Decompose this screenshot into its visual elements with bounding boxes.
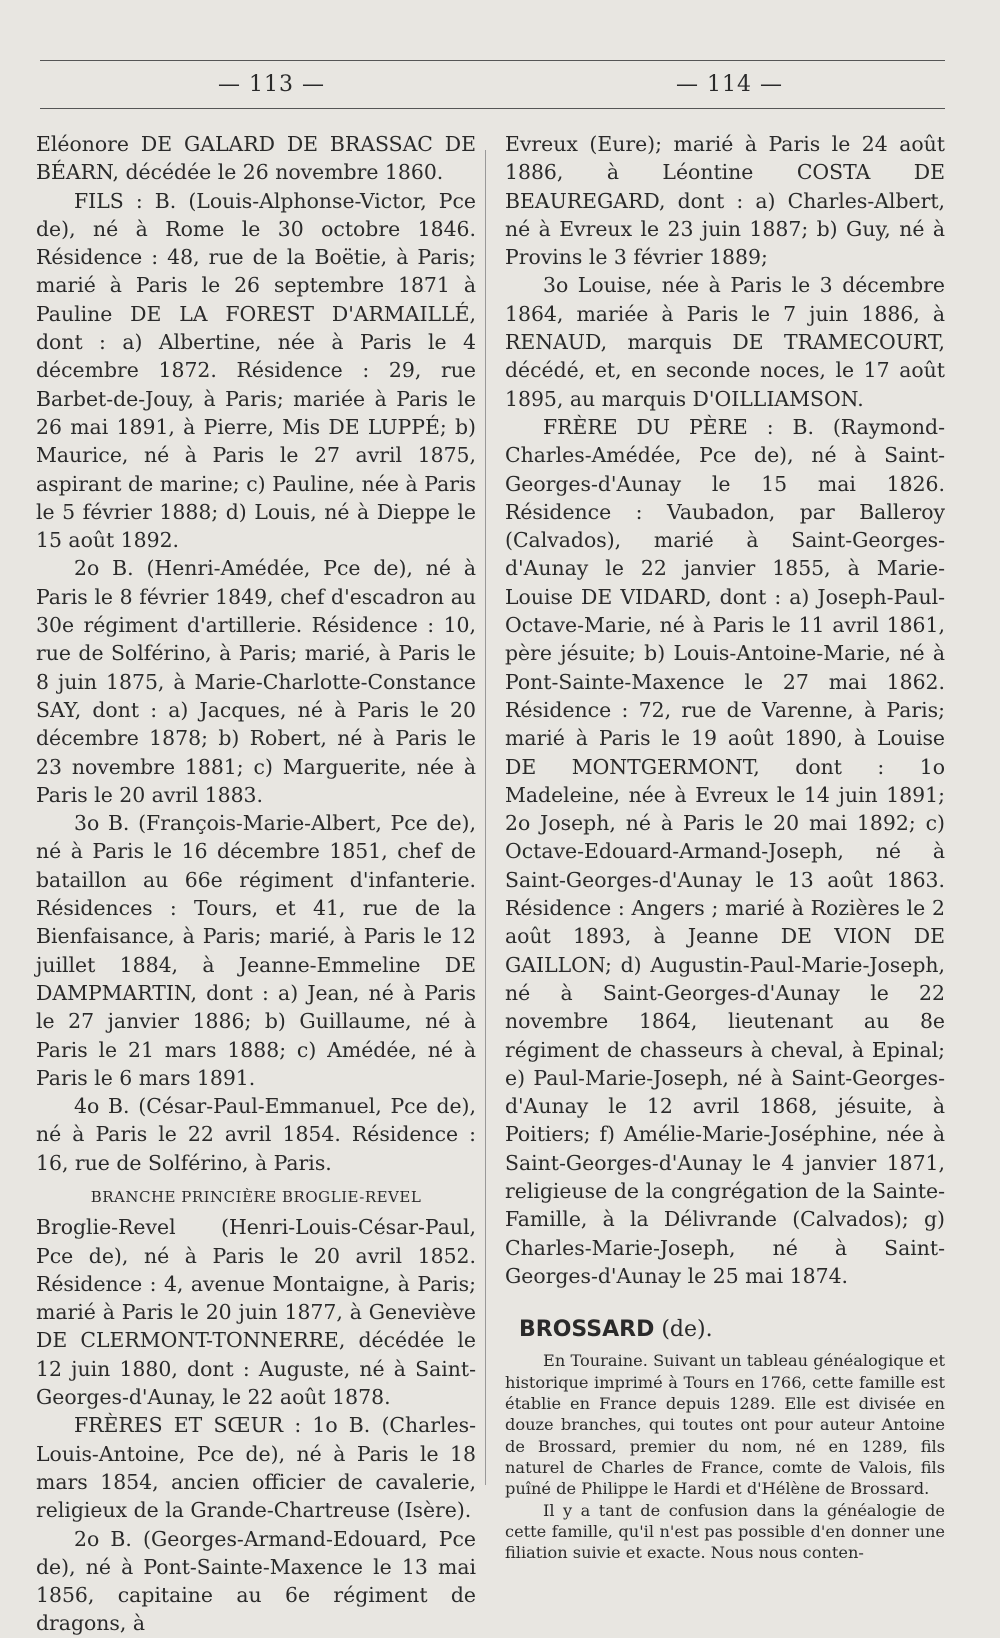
paragraph: FRÈRES ET SŒUR : 1o B. (Charles-Louis-Antoine, Pce de), né à Paris le 18 mars 1854, ancien officier de cavalerie, religieux de la Grande-Chartreuse (Isère). bbox=[36, 1413, 476, 1523]
section-heading-name: BROSSARD bbox=[519, 1317, 655, 1343]
header-rule-top bbox=[40, 60, 945, 61]
paragraph: 2o B. (Georges-Armand-Edouard, Pce de), né à Pont-Sainte-Maxence le 13 mai 1856, capitaine au 6e régiment de dragons, à bbox=[36, 1526, 476, 1636]
paragraph: 4o B. (César-Paul-Emmanuel, Pce de), né à Paris le 22 avril 1854. Résidence : 16, rue de Solférino, à Paris. bbox=[36, 1094, 476, 1175]
right-page-column bbox=[505, 130, 945, 1563]
paragraph: FRÈRE DU PÈRE : B. (Raymond-Charles-Amédée, Pce de), né à Saint-Georges-d'Aunay le 15 mai 1826. Résidence : Vaubadon, par Balleroy (Calvados), marié à Saint-Georges-d'Aunay le 22 janvier 1855, à Marie-Louise DE VIDARD, dont : a) Joseph-Paul-Octave-Marie, né à Paris le 11 avril 1861, père jésuite; b) Louis-Antoine-Marie, né à Pont-Sainte-Maxence le 27 mai 1862. Résidence : 72, rue de Varenne, à Paris; marié à Paris le 19 août 1890, à Louise DE MONTGERMONT, dont : 1o Madeleine, née à Evreux le 14 juin 1891; 2o Joseph, né à Paris le 20 mai 1892; c) Octave-Edouard-Armand-Joseph, né à Saint-Georges-d'Aunay le 13 août 1863. Résidence : Angers ; marié à Rozières le 2 août 1893, à Jeanne DE VION DE GAILLON; d) Augustin-Paul-Marie-Joseph, né à Saint-Georges-d'Aunay le 22 novembre 1864, lieutenant au 8e régiment de chasseurs à cheval, à Epinal; e) Paul-Marie-Joseph, né à Saint-Georges-d'Aunay le 12 avril 1868, jésuite, à Poitiers; f) Amélie-Marie-Joséphine, née à Saint-Georges-d'Aunay le 4 janvier 1871, religieuse de la congrégation de la Sainte-Famille, à la Délivrande (Calvados); g) Charles-Marie-Joseph, né à Saint-Georges-d'Aunay le 25 mai 1874. bbox=[505, 414, 945, 1288]
paragraph: 3o B. (François-Marie-Albert, Pce de), né à Paris le 16 décembre 1851, chef de bataillon au 66e régiment d'infanterie. Résidences : Tours, et 41, rue de la Bienfaisance, à Paris; marié, à Paris le 12 juillet 1884, à Jeanne-Emmeline DE DAMPMARTIN, dont : a) Jean, né à Paris le 27 janvier 1886; b) Guillaume, né à Paris le 21 mars 1888; c) Amédée, né à Paris le 6 mars 1891. bbox=[36, 811, 476, 1090]
paragraph: Il y a tant de confusion dans la généalogie de cette famille, qu'il n'est pas possible d'en donner une filiation suivie et exacte. Nous nous conten- bbox=[505, 1500, 945, 1563]
page-number-right: — 114 — bbox=[676, 72, 783, 97]
paragraph: En Touraine. Suivant un tableau généalogique et historique imprimé à Tours en 1766, cette famille est établie en France depuis 1289. Elle est divisée en douze branches, qui toutes ont pour auteur Antoine de Brossard, premier du nom, né en 1289, fils naturel de Charles de France, comte de Valois, fils puîné de Philippe le Hardi et d'Hélène de Brossard. bbox=[505, 1351, 945, 1499]
paragraph: Broglie-Revel (Henri-Louis-César-Paul, Pce de), né à Paris le 20 avril 1852. Résidence : 4, avenue Montaigne, à Paris; marié à Paris le 20 juin 1877, à Geneviève DE CLERMONT-TONNERRE, décédée le 12 juin 1880, dont : Auguste, né à Saint-Georges-d'Aunay, le 22 août 1878. bbox=[36, 1215, 476, 1410]
header-rule-bottom bbox=[40, 108, 945, 109]
paragraph: Eléonore DE GALARD DE BRASSAC DE BÉARN, décédée le 26 novembre 1860. bbox=[36, 132, 476, 185]
left-page-column bbox=[36, 130, 476, 1638]
section-heading-particle: (de). bbox=[661, 1317, 713, 1343]
paragraph: FILS : B. (Louis-Alphonse-Victor, Pce de), né à Rome le 30 octobre 1846. Résidence : 48, rue de la Boëtie, à Paris; marié à Paris le 26 septembre 1871 à Pauline DE LA FOREST D'ARMAILLÉ, dont : a) Albertine, née à Paris le 4 décembre 1872. Résidence : 29, rue Barbet-de-Jouy, à Paris; mariée à Paris le 26 mai 1891, à Pierre, Mis DE LUPPÉ; b) Maurice, né à Paris le 27 avril 1875, aspirant de marine; c) Pauline, née à Paris le 5 février 1888; d) Louis, né à Dieppe le 15 août 1892. bbox=[36, 188, 476, 553]
paragraph: Evreux (Eure); marié à Paris le 24 août 1886, à Léontine COSTA DE BEAUREGARD, dont : a) Charles-Albert, né à Evreux le 23 juin 1887; b) Guy, né à Provins le 3 février 1889; bbox=[505, 132, 945, 270]
paragraph: 3o Louise, née à Paris le 3 décembre 1864, mariée à Paris le 7 juin 1886, à RENAUD, marquis DE TRAMECOURT, décédé, et, en seconde noces, le 17 août 1895, au marquis D'OILLIAMSON. bbox=[505, 273, 945, 411]
branch-title: BRANCHE PRINCIÈRE BROGLIE-REVEL bbox=[90, 1187, 422, 1206]
column-divider bbox=[485, 150, 486, 1485]
section-heading bbox=[519, 1316, 945, 1344]
page-number-left: — 113 — bbox=[218, 72, 325, 97]
paragraph: 2o B. (Henri-Amédée, Pce de), né à Paris le 8 février 1849, chef d'escadron au 30e régiment d'artillerie. Résidence : 10, rue de Solférino, à Paris; marié, à Paris le 8 juin 1875, à Marie-Charlotte-Constance SAY, dont : a) Jacques, né à Paris le 20 décembre 1878; b) Robert, né à Paris le 23 novembre 1881; c) Marguerite, née à Paris le 20 avril 1883. bbox=[36, 556, 476, 807]
